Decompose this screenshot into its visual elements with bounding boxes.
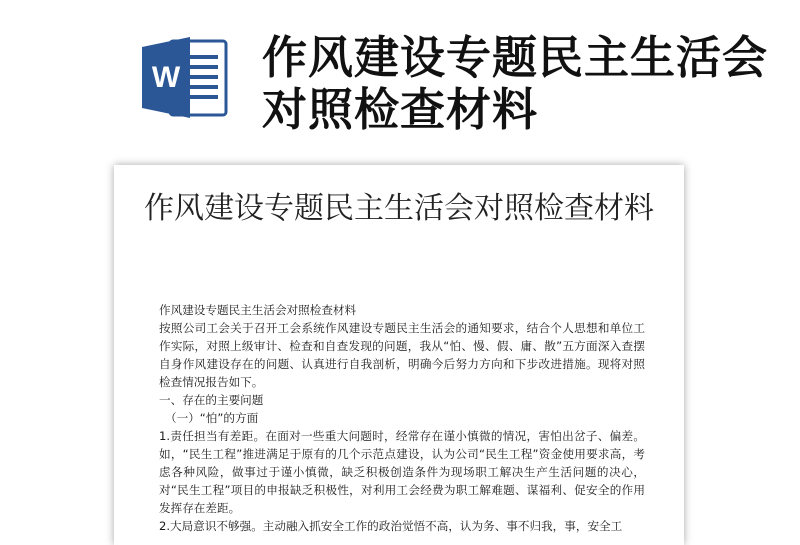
- paragraph: 一、存在的主要问题: [159, 393, 264, 407]
- paragraph: （一）“怕”的方面: [165, 411, 259, 425]
- header-banner: [0, 0, 800, 150]
- paragraph: 2.大局意识不够强。主动融入抓安全工作的政治觉悟不高，认为务、事不归我，事，安全工: [159, 519, 623, 533]
- document-preview: [114, 165, 684, 545]
- word-document-icon: [140, 35, 230, 120]
- document-body: [159, 301, 645, 535]
- document-title: 作风建设专题民主生活会对照检查材料: [144, 191, 654, 226]
- paragraph: 1.责任担当有差距。在面对一些重大问题时，经常存在谨小慎微的情况，害怕出岔子、偏差。如，“民生工程”推进满足于原有的几个示范点建设，认为公司“民生工程”资金使用要求高，考虑各种风险，做事过于谨小慎微，缺乏积极创造条件为现场职工解决生产生活问题的决心，对“民生工程”项目的申报缺乏积极性，对利用工会经费为职工解难题、谋福利、促安全的作用发挥存在差距。: [159, 429, 645, 515]
- word-icon-letter: W: [151, 61, 181, 94]
- paragraph: 按照公司工会关于召开工会系统作风建设专题民主生活会的通知要求，结合个人思想和单位工作实际，对照上级审计、检查和自查发现的问题，我从“怕、慢、假、庸、散”五方面深入查摆自身作风建设存在的问题、认真进行自我剖析，明确今后努力方向和下步改进措施。现将对照检查情况报告如下。: [159, 321, 645, 389]
- paragraph: 作风建设专题民主生活会对照检查材料: [159, 303, 357, 317]
- page-title: 作风建设专题民主生活会对照检查材料: [262, 31, 769, 136]
